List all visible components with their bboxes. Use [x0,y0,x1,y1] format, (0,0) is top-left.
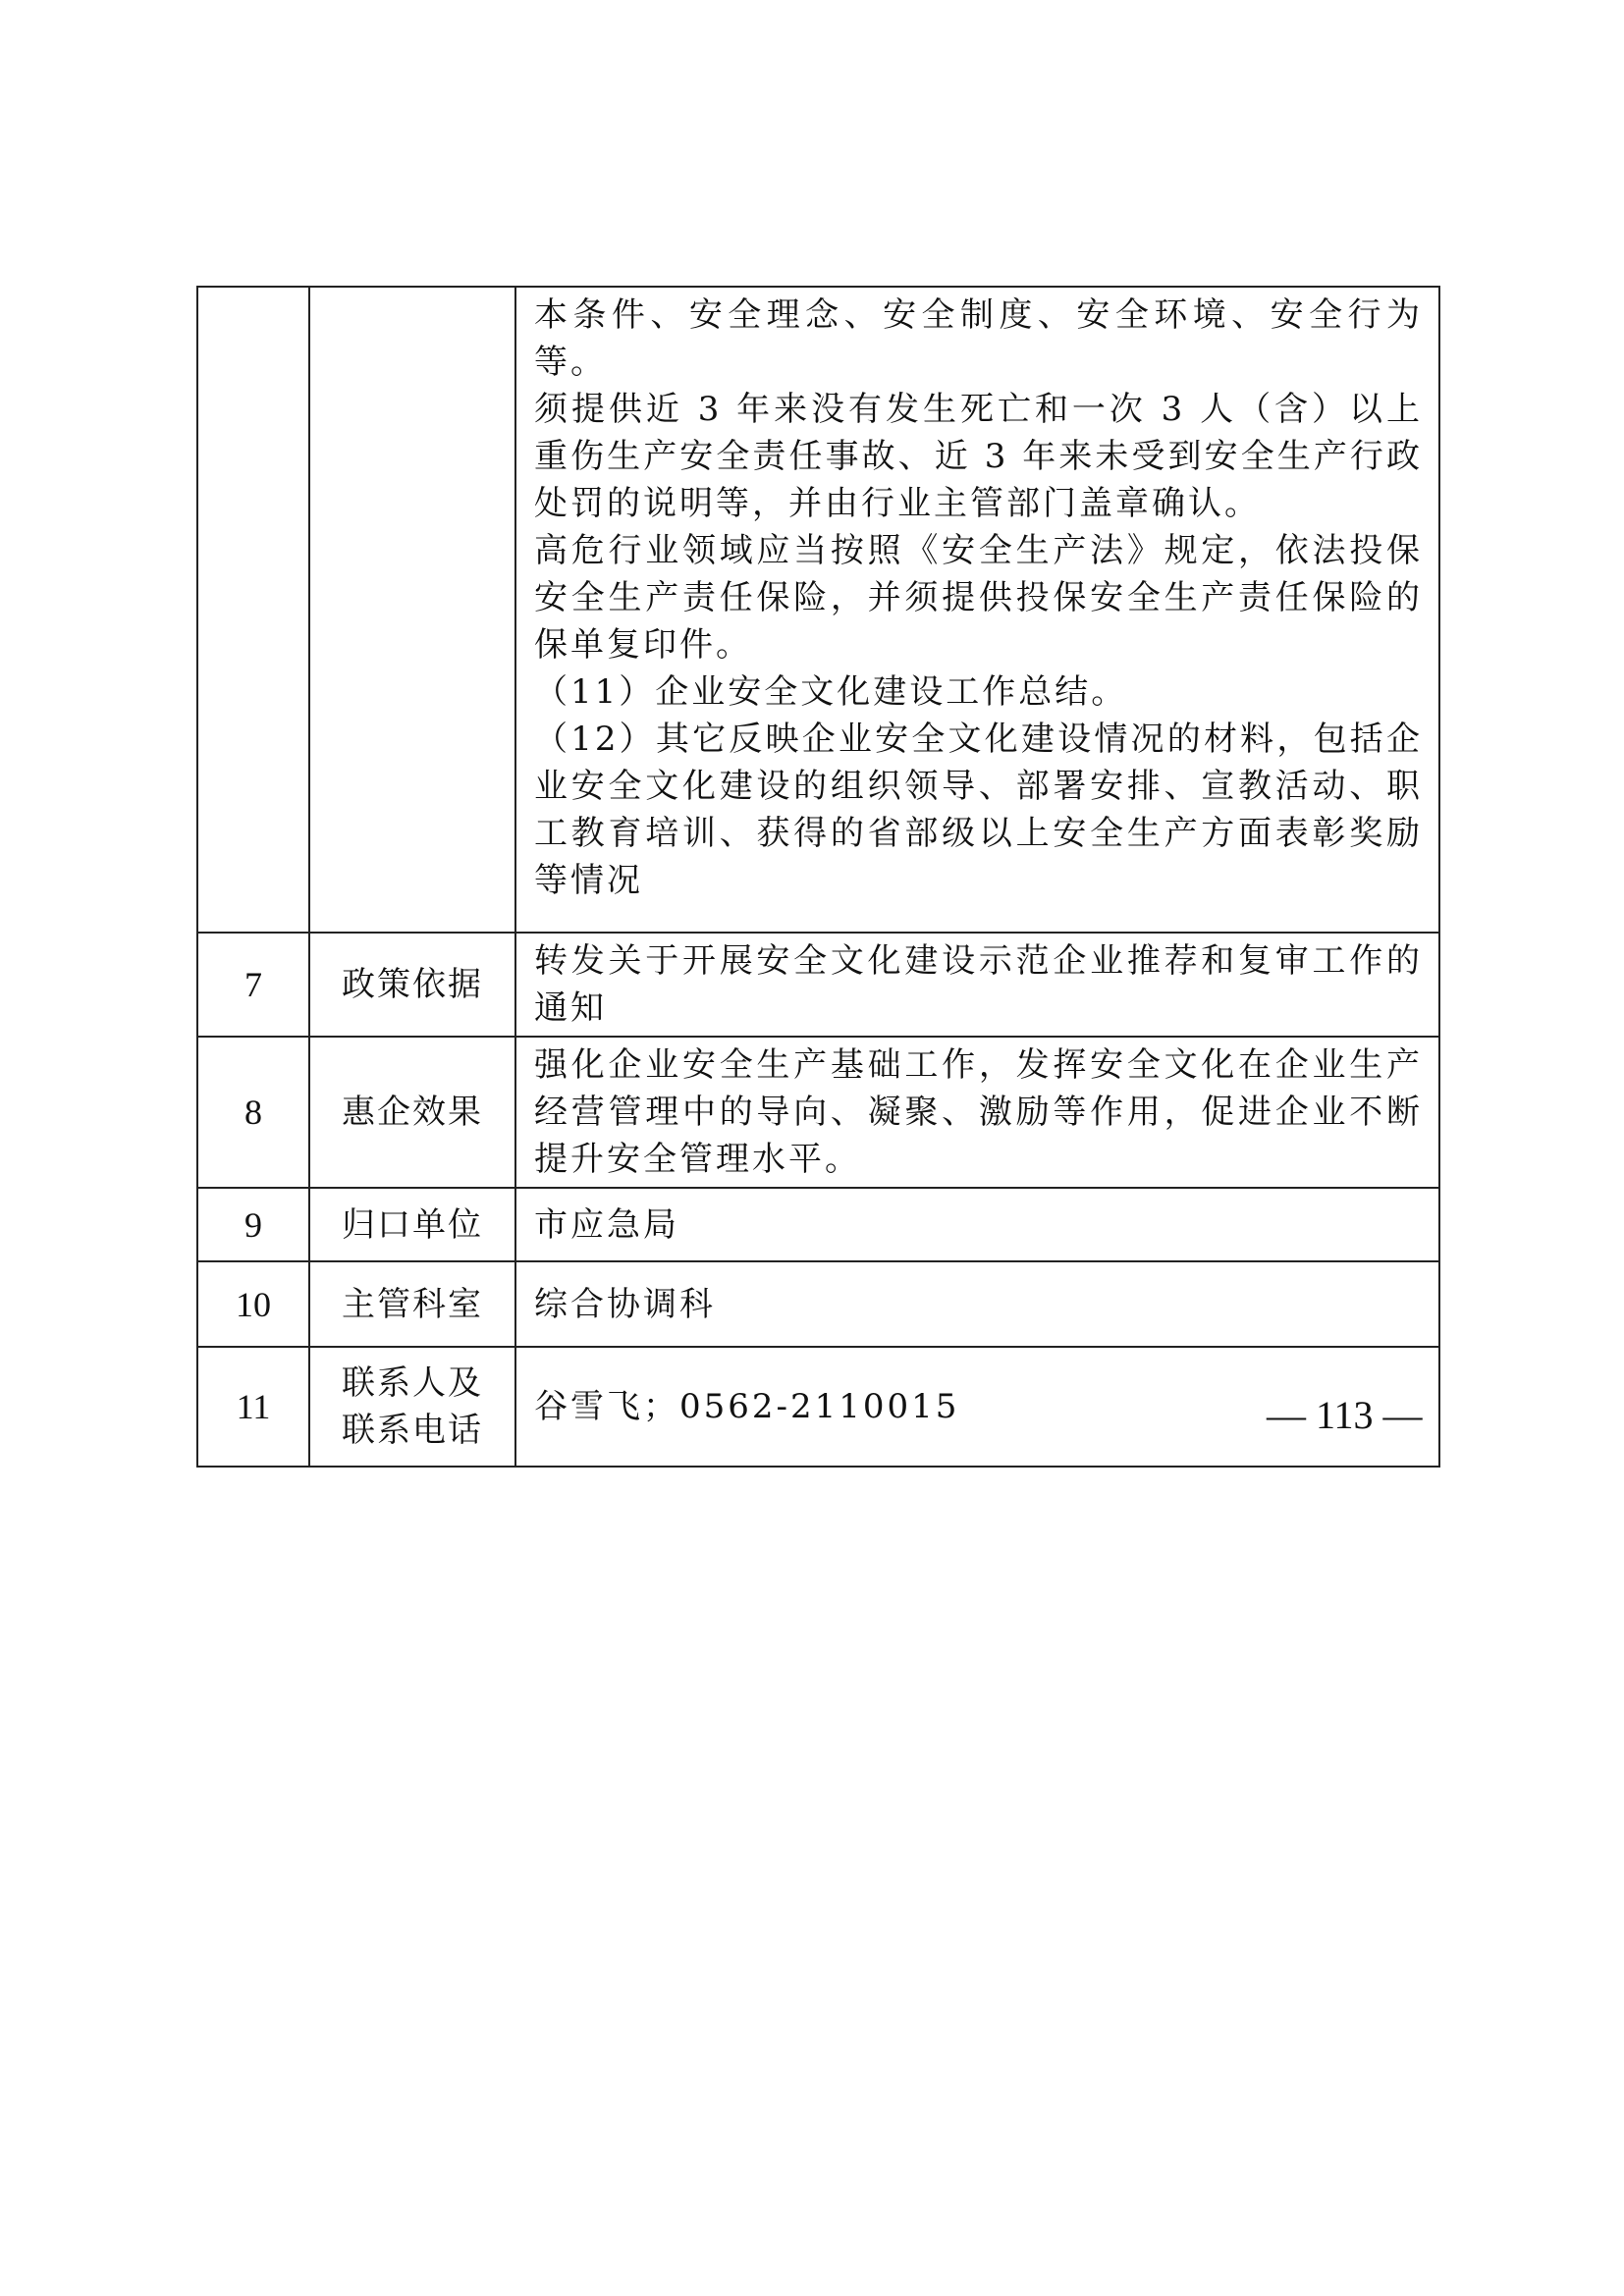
row-label-cell: 惠企效果 [309,1037,515,1188]
table-row [197,1347,1439,1467]
table-row [197,1188,1439,1261]
row-content-cell: 综合协调科 [515,1261,1439,1347]
content-paragraph: 须提供近 3 年来没有发生死亡和一次 3 人（含）以上重伤生产安全责任事故、近 3 年来未受到安全生产行政处罚的说明等，并由行业主管部门盖章确认。 [534,390,1423,523]
table-row [197,1037,1439,1188]
row-content-cell: 谷雪飞；0562-2110015 [515,1347,1439,1467]
content-paragraph: （11）企业安全文化建设工作总结。 [534,672,1128,712]
row-content-cell: 强化企业安全生产基础工作，发挥安全文化在企业生产经营管理中的导向、凝聚、激励等作用，促进企业不断提升安全管理水平。 [515,1037,1439,1188]
row-label-line: 联系电话 [342,1411,483,1450]
row-number-cell: 7 [197,933,309,1037]
row-number-cell: 8 [197,1037,309,1188]
row-label-cell: 归口单位 [309,1188,515,1261]
row-content-cell: 市应急局 [515,1188,1439,1261]
content-paragraph: （12）其它反映企业安全文化建设情况的材料，包括企业安全文化建设的组织领导、部署安排、宣教活动、职工教育培训、获得的省部级以上安全生产方面表彰奖励等情况 [534,720,1423,900]
row-label-cell: 主管科室 [309,1261,515,1347]
page-number: — 113 — [1267,1393,1423,1437]
row-number-cell: 11 [197,1347,309,1467]
row-number-cell: 9 [197,1188,309,1261]
table-row [197,933,1439,1037]
content-paragraph: 高危行业领域应当按照《安全生产法》规定，依法投保安全生产责任保险，并须提供投保安全生产责任保险的保单复印件。 [534,531,1423,665]
row-label-cell [309,1347,515,1467]
row-label-line: 联系人及 [342,1363,483,1403]
content-paragraph: 本条件、安全理念、安全制度、安全环境、安全行为等。 [534,295,1423,382]
policy-table [196,286,1440,1468]
row-label-cell [309,287,515,933]
row-number-cell [197,287,309,933]
row-content-cell: 转发关于开展安全文化建设示范企业推荐和复审工作的通知 [515,933,1439,1037]
row-label-cell: 政策依据 [309,933,515,1037]
row-number-cell: 10 [197,1261,309,1347]
table-row-continuation [197,287,1439,933]
row-content-cell [515,287,1439,933]
table-row [197,1261,1439,1347]
